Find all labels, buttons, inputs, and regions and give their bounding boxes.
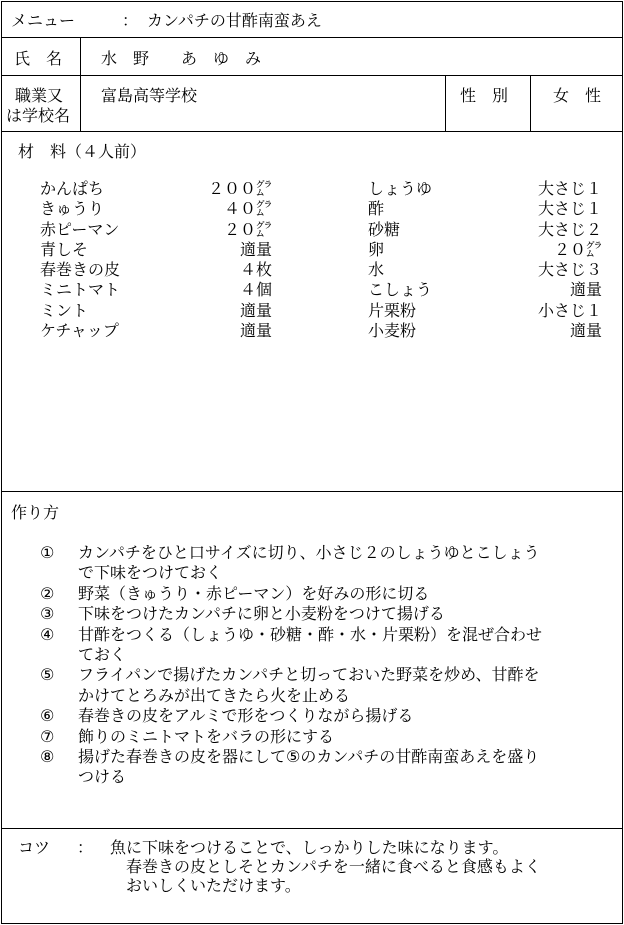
menu-title: カンパチの甘酢南蛮あえ	[147, 11, 322, 30]
gender-label: 性 別	[460, 86, 509, 105]
step-number: ⑥	[40, 706, 55, 726]
row-divider	[2, 131, 622, 132]
ingredient-quantity: 大さじ１	[537, 179, 602, 198]
ingredient-name: ミント	[40, 300, 89, 320]
ingredients-right-names	[368, 179, 432, 341]
step-number: ⑤	[40, 665, 55, 685]
ingredient-quantity: ４０㌘	[223, 199, 272, 219]
step-text: 甘酢をつくる（しょうゆ・砂糖・酢・水・片栗粉）を混ぜ合わせ ておく	[78, 624, 543, 665]
method-step	[40, 747, 600, 788]
ingredient-name: ケチャップ	[40, 321, 119, 341]
ingredient-quantity: 適量	[569, 321, 602, 341]
name-label: 氏 名	[14, 49, 63, 68]
ingredient-quantity: ２００㌘	[207, 179, 272, 198]
ingredient-name: 卵	[368, 239, 385, 259]
ingredient-name: 水	[368, 260, 385, 280]
gender-value: 女 性	[553, 86, 602, 105]
ingredient-quantity: ２０㌘	[223, 219, 272, 239]
ingredient-quantity: 適量	[239, 239, 272, 259]
row-divider	[2, 491, 622, 492]
recipe-sheet	[1, 1, 623, 924]
ingredient-quantity: ２０㌘	[553, 239, 602, 259]
step-text: 揚げた春巻きの皮を器にして⑤のカンパチの甘酢南蛮あえを盛り つける	[78, 747, 540, 787]
ingredient-name: こしょう	[368, 280, 433, 300]
method-step	[40, 727, 600, 747]
column-divider	[530, 75, 531, 131]
ingredients-right-quantities	[492, 179, 602, 341]
ingredient-name: 片栗粉	[368, 300, 417, 320]
step-text: 下味をつけたカンパチに卵と小麦粉をつけて揚げる	[78, 604, 445, 624]
column-divider	[445, 75, 446, 131]
tips-text: 魚に下味をつけることで、しっかりした味になります。 春巻きの皮としそとカンパチを一緒に食べると食感もよく おいしくいただけます。	[110, 838, 541, 895]
ingredient-quantity: ４枚	[239, 260, 272, 280]
ingredient-name: きゅうり	[40, 199, 105, 219]
ingredients-heading: 材 料（４人前）	[18, 142, 147, 161]
method-step	[40, 706, 600, 726]
ingredient-quantity: 大さじ３	[537, 260, 602, 280]
school-value: 富島高等学校	[101, 86, 198, 105]
ingredient-name: ミニトマト	[40, 280, 121, 300]
ingredient-name: 砂糖	[368, 219, 401, 239]
row-divider	[2, 828, 622, 829]
ingredient-name: 小麦粉	[368, 321, 417, 341]
ingredient-quantity: 大さじ１	[537, 199, 602, 219]
menu-label: メニュー	[11, 11, 76, 30]
step-text: 飾りのミニトマトをバラの形にする	[78, 726, 335, 746]
row-divider	[2, 75, 622, 76]
step-text: フライパンで揚げたカンパチと切っておいた野菜を炒め、甘酢を かけてとろみが出てきたら火を止める	[78, 665, 540, 705]
menu-separator: ：	[122, 11, 139, 30]
ingredient-name: しょうゆ	[368, 179, 433, 198]
ingredient-quantity: 適量	[239, 300, 272, 320]
ingredients-left-names	[40, 179, 120, 341]
school-label-line1: 職業又	[15, 86, 64, 105]
method-heading: 作り方	[11, 503, 60, 522]
method-step	[40, 584, 600, 604]
school-label-line2: は学校名	[6, 106, 71, 125]
ingredient-quantity: 大さじ２	[537, 219, 602, 239]
ingredient-name: 青しそ	[40, 239, 89, 259]
step-number: ⑦	[40, 726, 55, 746]
ingredient-name: 春巻きの皮	[40, 260, 121, 280]
step-number: ④	[40, 624, 55, 644]
row-divider	[2, 37, 622, 38]
name-value: 水 野 あ ゆ み	[101, 49, 262, 68]
method-steps	[40, 543, 600, 788]
method-step	[40, 665, 600, 706]
ingredient-quantity: ４個	[239, 280, 272, 300]
ingredient-name: 酢	[368, 199, 385, 219]
method-step	[40, 543, 600, 584]
step-text: カンパチをひと口サイズに切り、小さじ２のしょうゆとこしょう で下味をつけておく	[78, 543, 540, 583]
tips-separator: ：	[77, 838, 94, 857]
method-step	[40, 604, 600, 624]
ingredient-quantity: 適量	[569, 280, 602, 300]
step-number: ③	[40, 604, 55, 624]
ingredient-quantity: 適量	[239, 321, 272, 341]
ingredient-name: かんぱち	[40, 179, 105, 198]
step-text: 春巻きの皮をアルミで形をつくりながら揚げる	[78, 706, 414, 726]
tips-label: コツ	[18, 838, 51, 857]
method-step	[40, 625, 600, 666]
step-text: 野菜（きゅうり・赤ピーマン）を好みの形に切る	[78, 583, 430, 603]
ingredients-left-quantities	[182, 179, 272, 341]
column-divider	[80, 37, 81, 131]
step-number: ⑧	[40, 747, 55, 767]
ingredient-name: 赤ピーマン	[40, 219, 120, 239]
step-number: ②	[40, 583, 55, 603]
step-number: ①	[40, 543, 55, 562]
ingredient-quantity: 小さじ１	[537, 300, 602, 320]
